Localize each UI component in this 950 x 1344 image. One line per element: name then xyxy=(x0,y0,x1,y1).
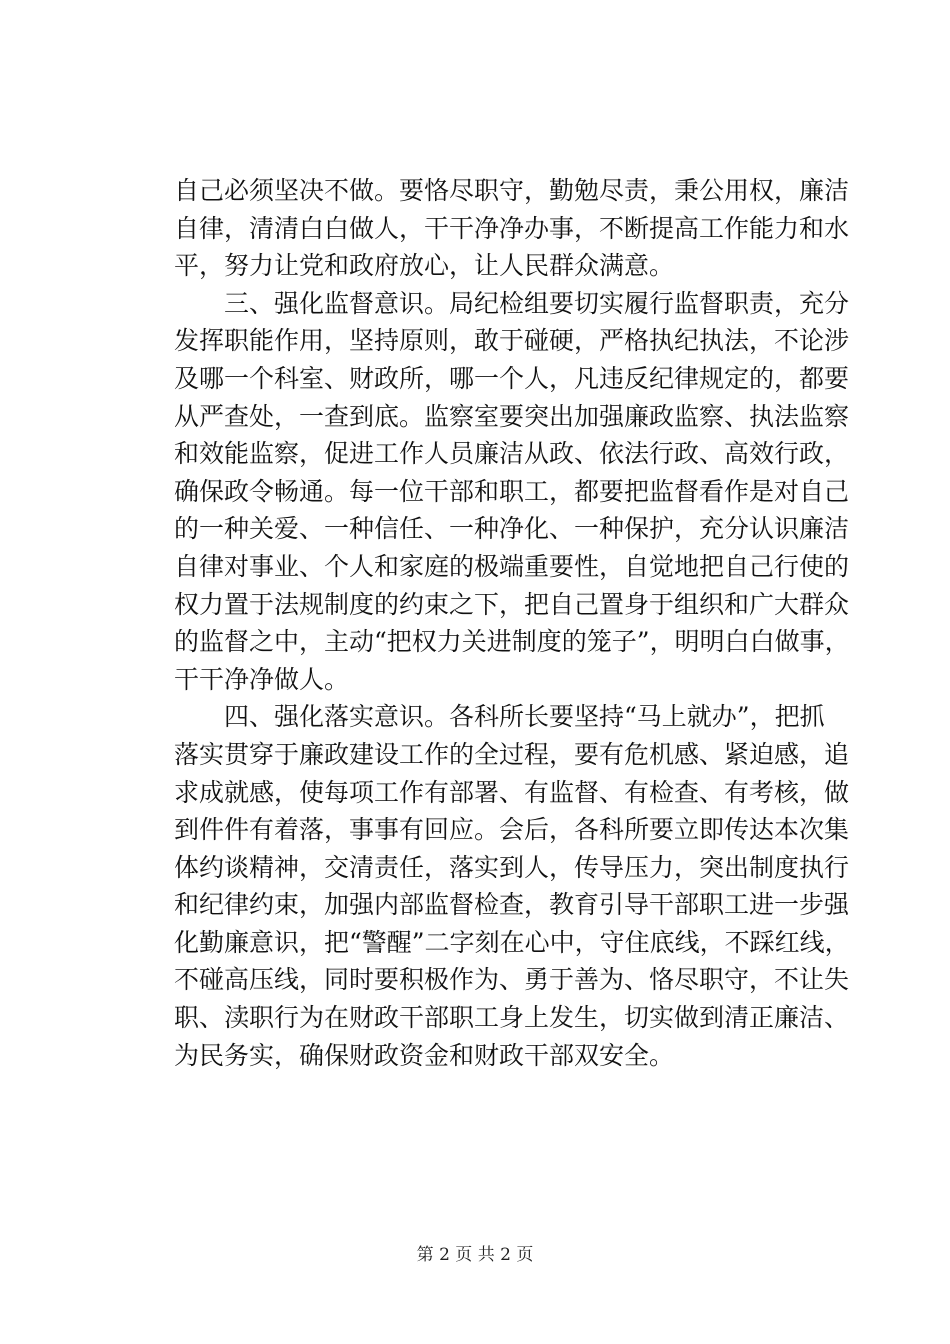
text-line: 三、强化监督意识。局纪检组要切实履行监督职责，充分 xyxy=(174,288,850,318)
text-line: 从严查处，一查到底。监察室要突出加强廉政监察、执法监察 xyxy=(174,401,850,431)
text-line: 权力置于法规制度的约束之下，把自己置身于组织和广大群众 xyxy=(174,589,850,619)
text-line: 和纪律约束，加强内部监督检查，教育引导干部职工进一步强 xyxy=(174,890,850,920)
text-line: 自律对事业、个人和家庭的极端重要性，自觉地把自己行使的 xyxy=(174,551,850,581)
text-line: 化勤廉意识，把“警醒”二字刻在心中，守住底线，不踩红线， xyxy=(174,927,850,957)
text-line: 不碰高压线，同时要积极作为、勇于善为、恪尽职守，不让失 xyxy=(174,965,850,995)
text-line: 求成就感，使每项工作有部署、有监督、有检查、有考核，做 xyxy=(174,777,850,807)
text-line: 为民务实，确保财政资金和财政干部双安全。 xyxy=(174,1040,675,1070)
text-line: 自律，清清白白做人，干干净净办事，不断提高工作能力和水 xyxy=(174,213,850,243)
text-line: 落实贯穿于廉政建设工作的全过程，要有危机感、紧迫感，追 xyxy=(174,739,850,769)
text-line: 和效能监察，促进工作人员廉洁从政、依法行政、高效行政， xyxy=(174,439,850,469)
text-line: 及哪一个科室、财政所，哪一个人，凡违反纪律规定的，都要 xyxy=(174,363,850,393)
text-line: 四、强化落实意识。各科所长要坚持“马上就办”，把抓 xyxy=(174,702,825,732)
text-line: 确保政令畅通。每一位干部和职工，都要把监督看作是对自己 xyxy=(174,476,850,506)
text-line: 的一种关爱、一种信任、一种净化、一种保护，充分认识廉洁 xyxy=(174,514,850,544)
text-line: 发挥职能作用，坚持原则，敢于碰硬，严格执纪执法，不论涉 xyxy=(174,326,850,356)
text-line: 干干净净做人。 xyxy=(174,664,350,694)
text-line: 的监督之中，主动“把权力关进制度的笼子”，明明白白做事， xyxy=(174,627,850,657)
page-footer: 第 2 页 共 2 页 xyxy=(416,1245,534,1265)
text-line: 体约谈精神，交清责任，落实到人，传导压力，突出制度执行 xyxy=(174,852,850,882)
text-line: 到件件有着落，事事有回应。会后，各科所要立即传达本次集 xyxy=(174,815,850,845)
document-body xyxy=(174,172,850,1074)
text-line: 平，努力让党和政府放心，让人民群众满意。 xyxy=(174,251,675,281)
text-line: 自己必须坚决不做。要恪尽职守，勤勉尽责，秉公用权，廉洁 xyxy=(174,176,850,205)
text-line: 职、渎职行为在财政干部职工身上发生，切实做到清正廉洁、 xyxy=(174,1003,850,1033)
